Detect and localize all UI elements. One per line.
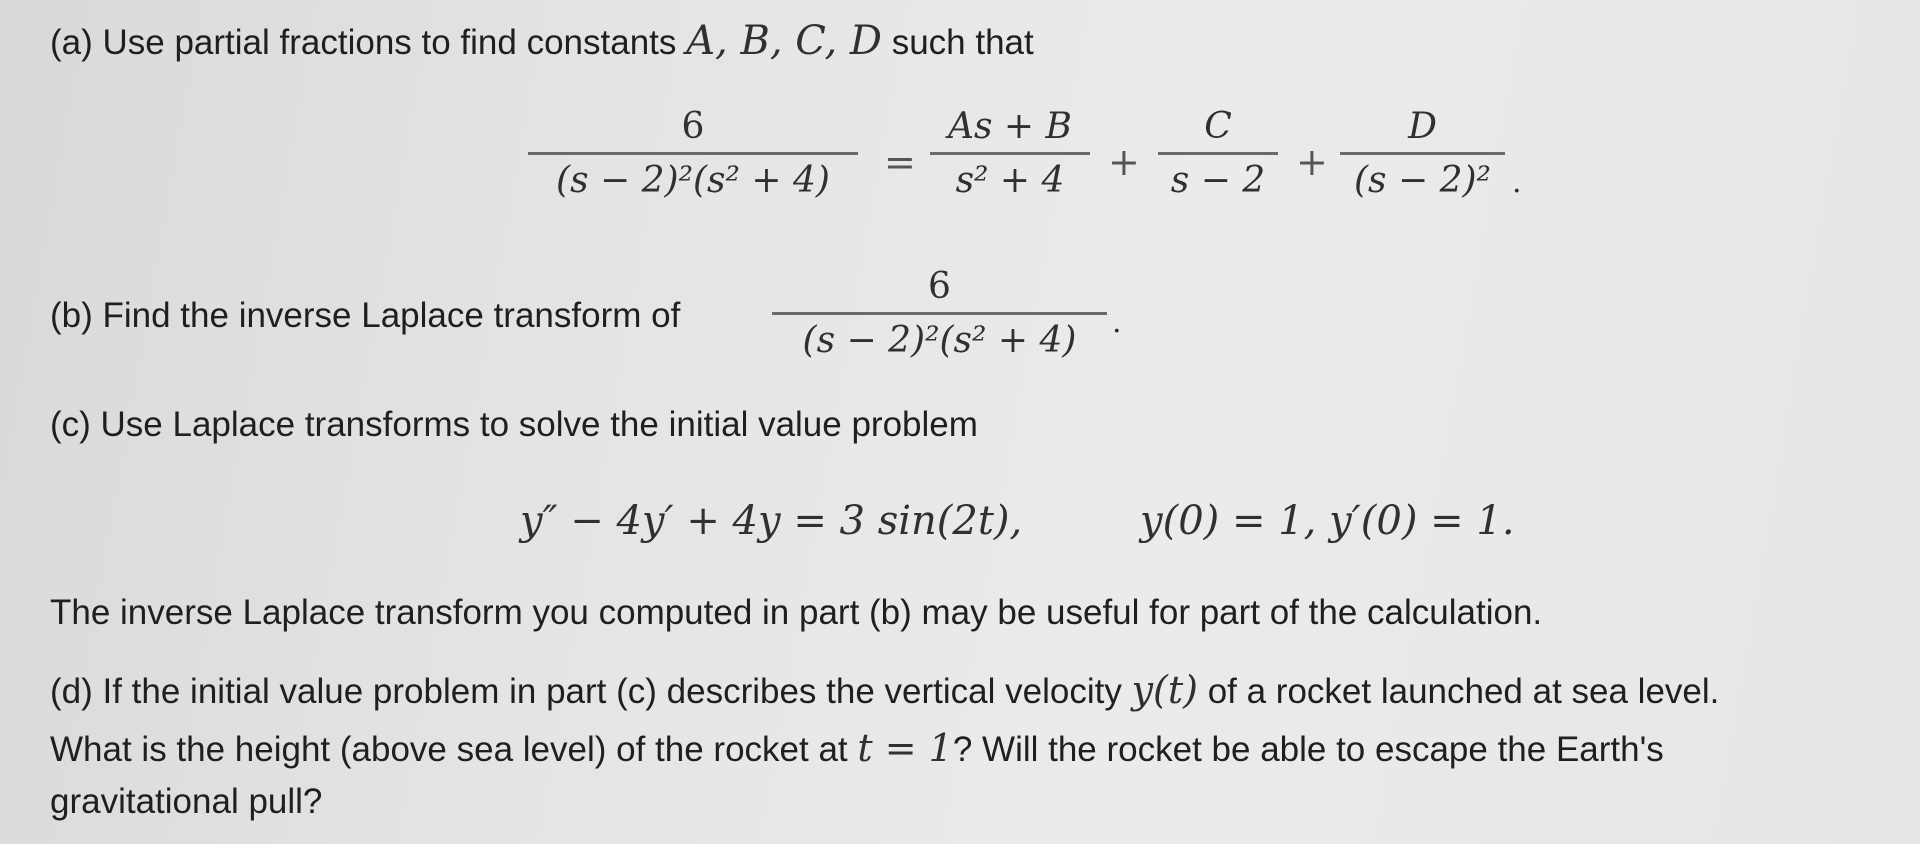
- term1-fraction-bar: [930, 152, 1090, 155]
- part-a-period: .: [1512, 165, 1522, 200]
- part-d-line-1: [50, 668, 1719, 712]
- part-a-heading: [50, 18, 1034, 64]
- lhs-fraction-bar: [528, 152, 858, 155]
- equals-sign: =: [884, 140, 916, 184]
- part-c-initial-conditions: y(0) = 1, y′(0) = 1.: [1140, 498, 1515, 544]
- term3-numerator: D: [1408, 106, 1437, 147]
- part-d-line-3: gravitational pull?: [50, 782, 323, 821]
- term3-fraction-bar: [1340, 152, 1505, 155]
- part-d-line-2: [50, 726, 1664, 770]
- part-b-period: .: [1112, 305, 1122, 340]
- part-d-text-1b: of a rocket launched at sea level.: [1207, 672, 1720, 711]
- term2-fraction-bar: [1158, 152, 1278, 155]
- term2-denominator: s − 2: [1170, 160, 1266, 202]
- part-d-text-1a: (d) If the initial value problem in part (c) describes the vertical velocity: [50, 672, 1122, 711]
- part-a-label: (a) Use partial fractions to find constants: [50, 23, 677, 62]
- plus-sign-2: +: [1296, 140, 1328, 184]
- lhs-numerator: 6: [681, 106, 705, 147]
- part-c-label: (c) Use Laplace transforms to solve the initial value problem: [50, 405, 978, 444]
- term1-numerator: As + B: [948, 106, 1072, 147]
- part-b-fraction-bar: [772, 312, 1107, 315]
- part-d-time-math: t = 1: [857, 726, 953, 770]
- lhs-denominator: (s − 2)²(s² + 4): [556, 160, 830, 202]
- part-b-denominator: (s − 2)²(s² + 4): [802, 320, 1077, 362]
- term2-fraction: [1158, 105, 1278, 202]
- part-d-velocity-math: y(t): [1131, 668, 1198, 712]
- term1-fraction: [930, 105, 1090, 202]
- part-d-text-2a: What is the height (above sea level) of the rocket at: [50, 730, 848, 769]
- part-a-constants: A, B, C, D: [686, 18, 882, 64]
- part-b-fraction: [772, 265, 1107, 362]
- hint-note: The inverse Laplace transform you computed in part (b) may be useful for part of the calculation.: [50, 593, 1543, 632]
- term2-numerator: C: [1204, 106, 1232, 147]
- term3-fraction: [1340, 105, 1505, 202]
- part-a-suffix: such that: [891, 23, 1034, 62]
- plus-sign-1: +: [1108, 140, 1140, 184]
- part-c-ode: y″ − 4y′ + 4y = 3 sin(2t),: [520, 498, 1023, 544]
- part-b-numerator: 6: [928, 266, 951, 307]
- term1-denominator: s² + 4: [955, 160, 1065, 202]
- part-b-label: (b) Find the inverse Laplace transform of: [50, 296, 681, 335]
- part-d-text-2b: ? Will the rocket be able to escape the Earth's: [952, 730, 1664, 769]
- term3-denominator: (s − 2)²: [1354, 160, 1491, 202]
- lhs-fraction: [528, 105, 858, 202]
